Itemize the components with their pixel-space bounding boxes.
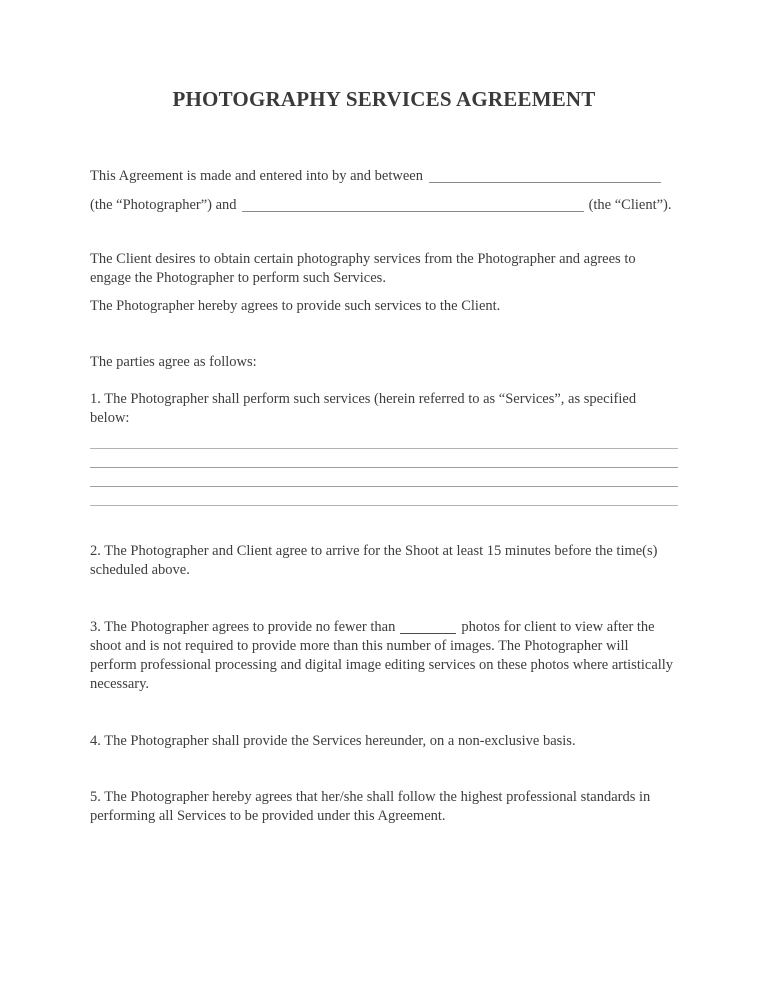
intro-line-1 [90,162,678,191]
write-in-line [90,449,678,468]
intro-line2-prefix: (the “Photographer”) and [90,197,237,213]
document-title: PHOTOGRAPHY SERVICES AGREEMENT [172,87,596,111]
photo-count-blank [400,620,456,634]
intro-line-2 [90,191,678,220]
section-1-services: 1. The Photographer shall perform such services (herein referred to as “Services”, as specified below: [90,391,637,426]
photographer-name-blank [429,169,661,183]
section-3-photo-count [90,618,678,694]
section-3-text-after-blank: photos for client to view after the shoot and is not required to provide more than this number of images. The Photographer will perform professional processing and digital image editing services on these photos where artistically necessary. [90,619,674,692]
intro-line2-suffix: (the “Client”). [588,197,672,213]
section-2-arrival: 2. The Photographer and Client agree to arrive for the Shoot at least 15 minutes before the time(s) scheduled above. [90,543,658,578]
intro-line1-text: This Agreement is made and entered into by and between [90,168,423,184]
section-3-text-before-blank: 3. The Photographer agrees to provide no fewer than [90,619,396,635]
write-in-line [90,468,678,487]
recital-photographer-agrees: The Photographer hereby agrees to provide such services to the Client. [90,298,501,314]
services-write-in-area [90,430,678,506]
intro-paragraph [90,162,678,220]
lead-in-parties-agree: The parties agree as follows: [90,354,257,370]
write-in-line [90,487,678,506]
client-name-blank [242,198,584,212]
section-5-standards: 5. The Photographer hereby agrees that her/she shall follow the highest professional standards in performing all Services to be provided under this Agreement. [90,789,651,824]
section-4-non-exclusive: 4. The Photographer shall provide the Services hereunder, on a non-exclusive basis. [90,733,576,749]
recital-client-desires: The Client desires to obtain certain photography services from the Photographer and agrees to engage the Photographer to perform such Services. [90,251,636,286]
write-in-line [90,430,678,449]
